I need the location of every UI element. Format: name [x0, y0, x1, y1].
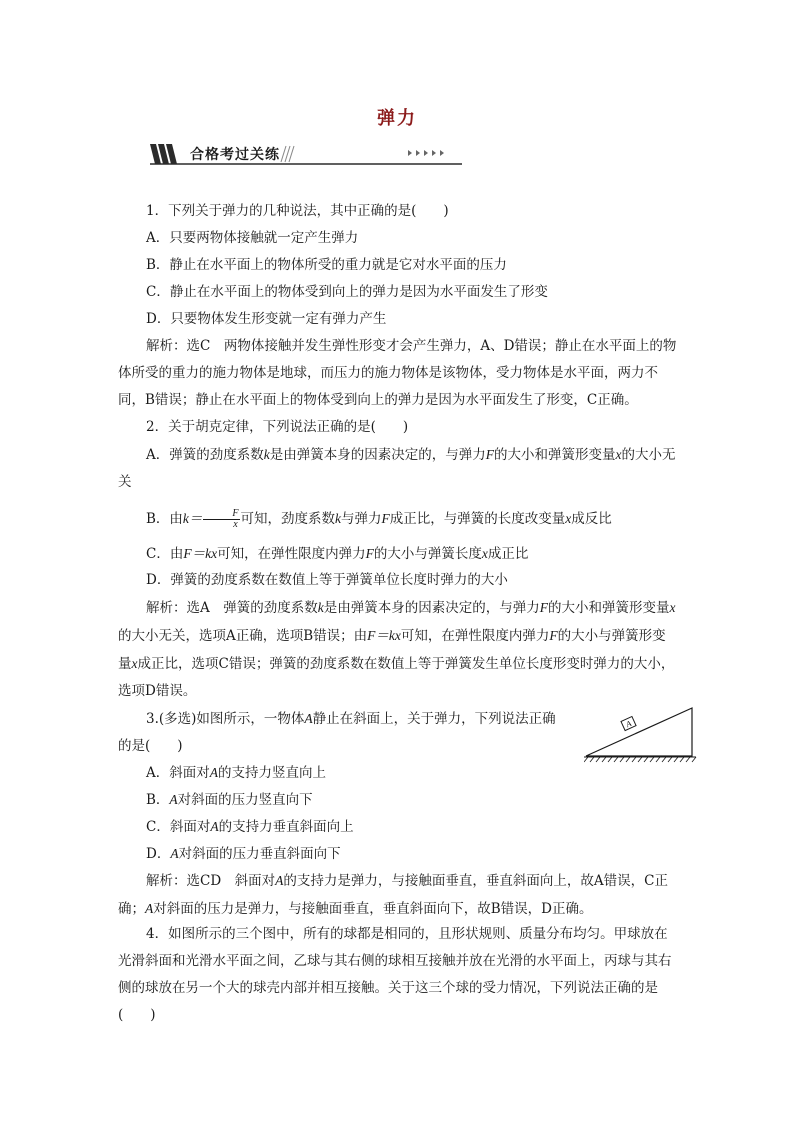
- q2-option-a: A．弹簧的劲度系数k是由弹簧本身的因素决定的，与弹力F的大小和弹簧形变量x的大小无关: [118, 447, 676, 490]
- q1-option-b: B．静止在水平面上的物体所受的重力就是它对水平面的压力: [146, 257, 507, 273]
- block-a-label: A: [624, 718, 633, 730]
- section-title: 合格考过关练: [190, 147, 280, 163]
- section-banner: [150, 142, 462, 166]
- q3-option-a: A．斜面对A的支持力竖直向上: [146, 765, 326, 781]
- q2-option-d: D．弹簧的劲度系数在数值上等于弹簧单位长度时弹力的大小: [146, 572, 508, 588]
- q2-option-c: C．由F＝kx可知，在弹性限度内弹力F的大小与弹簧长度x成正比: [146, 546, 529, 562]
- q1-option-c: C．静止在水平面上的物体受到向上的弹力是因为水平面发生了形变: [146, 284, 548, 300]
- q3-stem: 3.(多选)如图所示，一物体A静止在斜面上，关于弹力，下列说法正确的是( ): [118, 711, 556, 754]
- k-fraction: $\frac{F}{x}$: [203, 509, 239, 530]
- q1-analysis: 解析：选C 两物体接触并发生弹性形变才会产生弹力，A、D错误；静止在水平面上的物体所受的重力的施力物体是地球，而压力的施力物体是该物体，受力物体是水平面，两力不同，B错误；静止在水平面上的物体受到向上的弹力是因为水平面发生了形变，C正确。: [118, 338, 677, 408]
- q2-analysis: 解析：选A 弹簧的劲度系数k是由弹簧本身的因素决定的，与弹力F的大小和弹簧形变量x的大小无关，选项A正确，选项B错误；由F＝kx可知，在弹性限度内弹力F的大小与弹簧形变量x成正比，选项C错误；弹簧的劲度系数在数值上等于弹簧发生单位长度形变时弹力的大小，选项D错误。: [118, 600, 676, 699]
- q3-option-c: C．斜面对A的支持力垂直斜面向上: [146, 819, 354, 835]
- q3-option-b: B．A对斜面的压力竖直向下: [146, 792, 313, 808]
- q1-option-d: D．只要物体发生形变就一定有弹力产生: [146, 311, 387, 327]
- q4-stem: 4．如图所示的三个图中，所有的球都是相同的，且形状规则、质量分布均匀。甲球放在光滑斜面和光滑水平面之间，乙球与其右侧的球相互接触并放在光滑的水平面上，丙球与其右侧的球放在另一个大的球壳内部并相互接触。关于这三个球的受力情况，下列说法正确的是( ): [118, 926, 672, 1023]
- incline-figure: [584, 704, 698, 764]
- q1-option-a: A．只要两物体接触就一定产生弹力: [146, 230, 359, 246]
- q3-option-d: D．A对斜面的压力垂直斜面向下: [146, 846, 341, 862]
- q2-option-b: B．由k＝ $\frac{F}{x}$ 可知，劲度系数k与弹力F成正比，与弹簧的长度改变量x成反比: [146, 508, 612, 530]
- page-title: 弹力: [377, 108, 417, 129]
- q2-stem: 2．关于胡克定律，下列说法正确的是( ): [146, 419, 409, 435]
- q1-stem: 1．下列关于弹力的几种说法，其中正确的是( ): [146, 203, 449, 219]
- q3-analysis: 解析：选CD 斜面对A的支持力是弹力，与接触面垂直，垂直斜面向上，故A错误，C正确；A对斜面的压力是弹力，与接触面垂直，垂直斜面向下，故B错误，D正确。: [118, 873, 668, 917]
